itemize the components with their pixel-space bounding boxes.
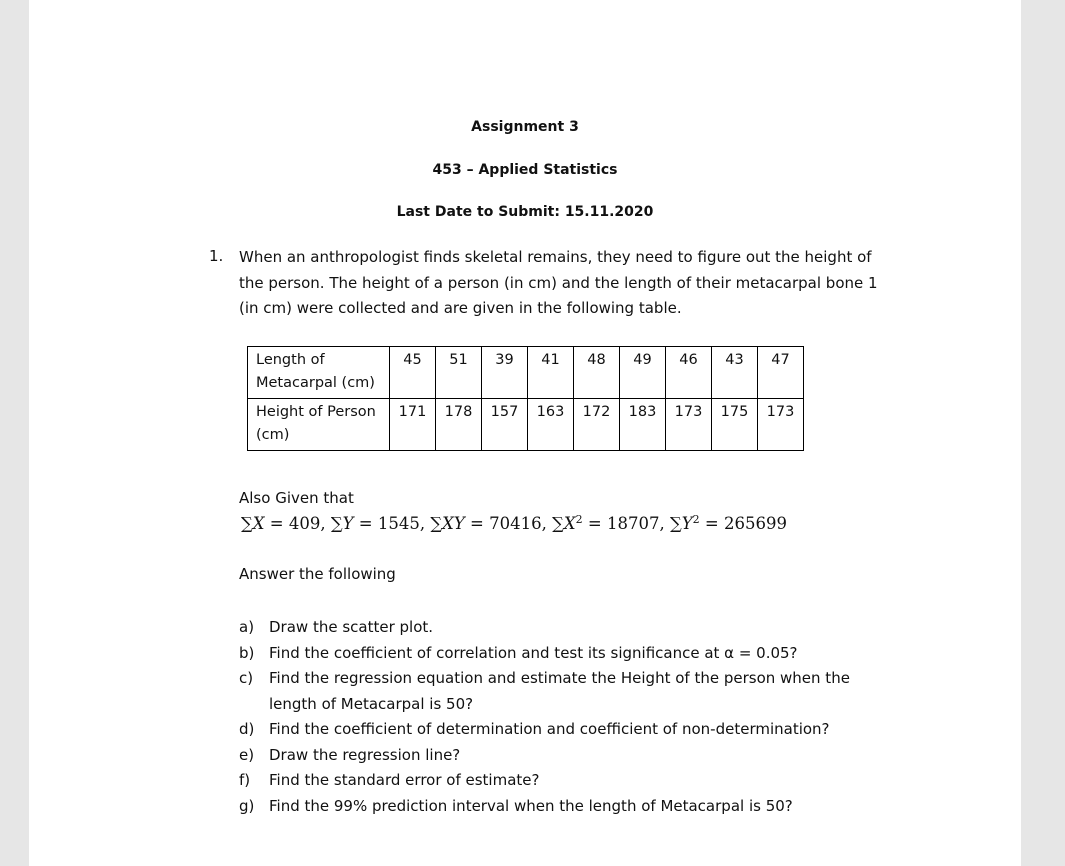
- sum-x2: 18707: [606, 514, 660, 533]
- answer-intro: Answer the following: [239, 565, 396, 583]
- sub-question-label: f): [239, 771, 251, 789]
- data-table: [247, 346, 804, 451]
- table-cell: 172: [574, 399, 620, 451]
- given-intro: Also Given that: [239, 489, 354, 507]
- sub-question-label: g): [239, 796, 255, 815]
- sub-question: [239, 743, 879, 769]
- sub-question-text: Draw the regression line?: [269, 745, 461, 764]
- table-row: [248, 399, 804, 451]
- table-cell: 45: [390, 347, 436, 399]
- sub-question: [239, 641, 879, 667]
- sub-question-label: c): [239, 669, 254, 687]
- sub-question: [239, 717, 879, 743]
- sub-question-text: Draw the scatter plot.: [269, 618, 434, 636]
- sub-question-text: Find the 99% prediction interval when the length of Metacarpal is 50?: [269, 796, 793, 815]
- sub-question-label: d): [239, 720, 255, 738]
- table-cell: 46: [666, 347, 712, 399]
- sub-question: [239, 768, 879, 794]
- table-cell: 163: [528, 399, 574, 451]
- sub-question: [239, 615, 879, 641]
- sub-question-text: Find the standard error of estimate?: [269, 771, 540, 789]
- sub-question-label: e): [239, 745, 255, 764]
- submission-deadline: Last Date to Submit: 15.11.2020: [396, 204, 654, 220]
- table-cell: 173: [758, 399, 804, 451]
- table-cell: 51: [436, 347, 482, 399]
- sub-question-text: Find the coefficient of determination and coefficient of non-determination?: [269, 720, 830, 738]
- question-text: When an anthropologist finds skeletal remains, they need to figure out the height of the person. The height of a person (in cm) and the length of their metacarpal bone 1 (in cm) were collected and are given in the following table.: [239, 248, 878, 317]
- table-cell: 183: [620, 399, 666, 451]
- sub-question: [239, 794, 879, 820]
- table-cell: 39: [482, 347, 528, 399]
- sub-question-text: Find the regression equation and estimate the Height of the person when the length of Metacarpal is 50?: [269, 669, 850, 713]
- sub-question-label: b): [239, 643, 255, 662]
- row-label: Length of Metacarpal (cm): [248, 347, 390, 399]
- question-number: 1.: [209, 247, 224, 265]
- sub-question-list: [239, 615, 879, 819]
- table-cell: 47: [758, 347, 804, 399]
- sum-x: 409: [288, 514, 321, 533]
- table-cell: 171: [390, 399, 436, 451]
- row-label: Height of Person (cm): [248, 399, 390, 451]
- assignment-title: Assignment 3: [471, 119, 579, 135]
- sub-question: [239, 666, 879, 717]
- table-cell: 157: [482, 399, 528, 451]
- table-cell: 173: [666, 399, 712, 451]
- table-cell: 178: [436, 399, 482, 451]
- sum-y: 1545: [377, 514, 420, 533]
- sub-question-label: a): [239, 618, 255, 636]
- table-cell: 48: [574, 347, 620, 399]
- table-cell: 49: [620, 347, 666, 399]
- summation-formula: ∑X = 409, ∑Y = 1545, ∑XY = 70416, $\sum X^2 = 18707$, $\sum Y^2 = 265699$: [241, 513, 787, 533]
- document-page: [29, 0, 1021, 866]
- sum-xy: 70416: [489, 514, 542, 533]
- table-cell: 43: [712, 347, 758, 399]
- table-cell: 41: [528, 347, 574, 399]
- course-title: 453 – Applied Statistics: [432, 162, 618, 178]
- sum-y2: 265699: [724, 514, 787, 533]
- table-row: [248, 347, 804, 399]
- table-cell: 175: [712, 399, 758, 451]
- sub-question-text: Find the coefficient of correlation and test its significance at α = 0.05?: [269, 643, 798, 662]
